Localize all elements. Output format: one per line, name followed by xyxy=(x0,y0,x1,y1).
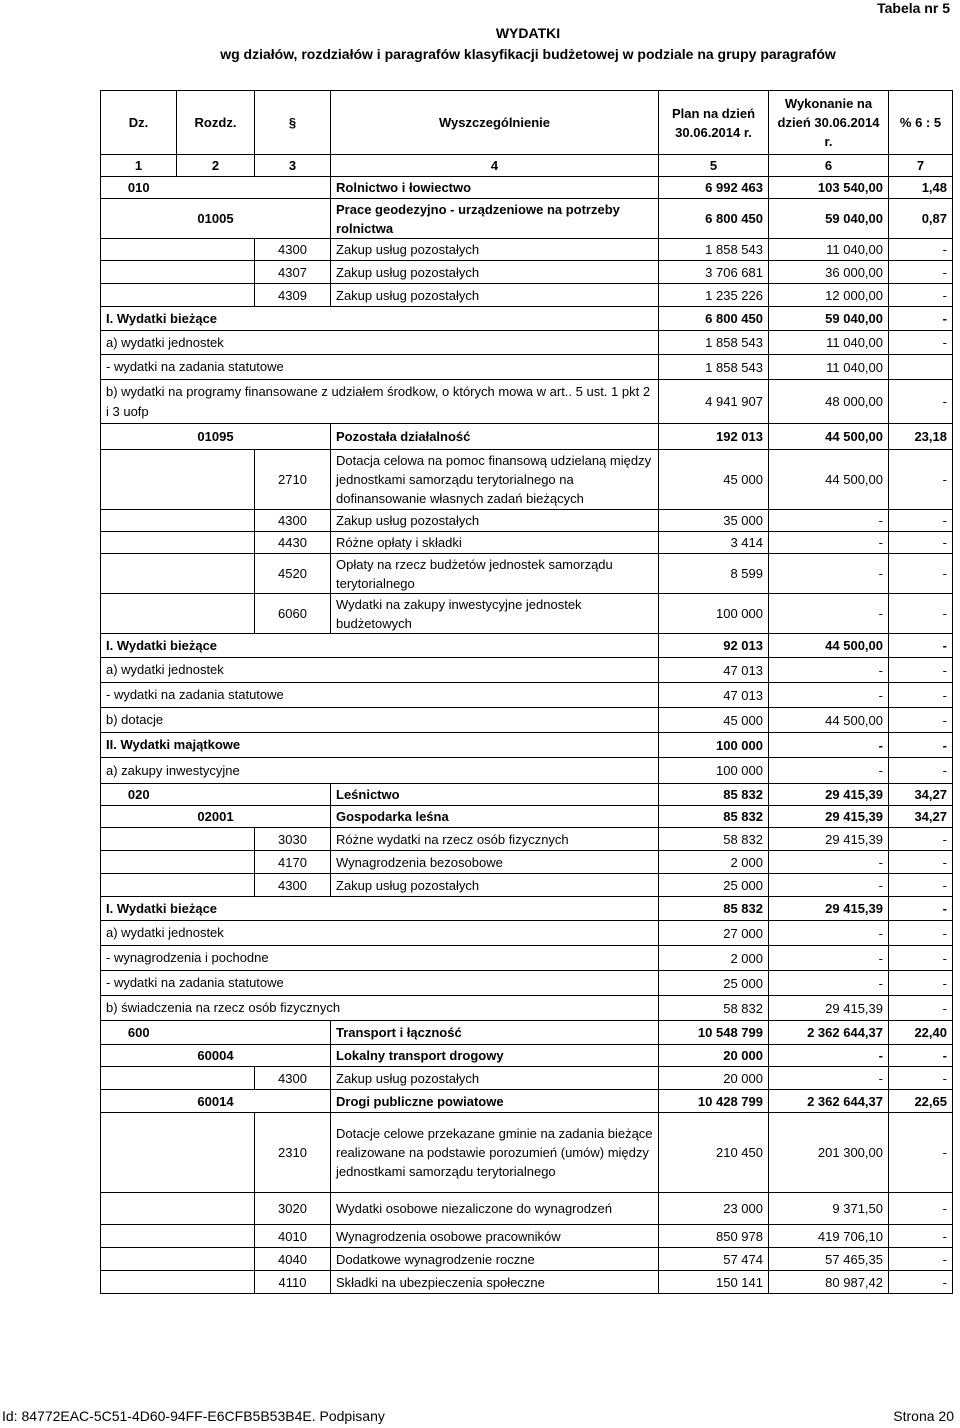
plan-value: 2 000 xyxy=(659,851,769,874)
execution-value: 44 500,00 xyxy=(769,708,889,733)
chapter-code xyxy=(177,1271,255,1294)
table-row xyxy=(101,199,953,239)
row-description: Wynagrodzenia bezosobowe xyxy=(331,851,659,874)
page-subtitle: wg działów, rozdziałów i paragrafów klasyfikacji budżetowej w podziale na grupy paragrafów xyxy=(220,46,836,62)
execution-value: 29 415,39 xyxy=(769,897,889,921)
chapter-code xyxy=(177,594,255,634)
execution-value: 48 000,00 xyxy=(769,380,889,424)
plan-value: 58 832 xyxy=(659,828,769,851)
percent-value: - xyxy=(889,450,953,510)
percent-value: - xyxy=(889,510,953,532)
section-code xyxy=(101,806,177,828)
plan-value: 10 428 799 xyxy=(659,1090,769,1113)
col-description: Wyszczególnienie xyxy=(331,91,659,155)
execution-value: 59 040,00 xyxy=(769,199,889,239)
plan-value: 1 858 543 xyxy=(659,355,769,380)
header-row xyxy=(101,91,953,155)
paragraph-code xyxy=(255,199,331,239)
plan-value: 58 832 xyxy=(659,996,769,1021)
table-row xyxy=(101,971,953,996)
execution-value: - xyxy=(769,554,889,594)
chapter-code: 01095 xyxy=(177,424,255,450)
plan-value: 8 599 xyxy=(659,554,769,594)
table-row xyxy=(101,331,953,355)
percent-value: - xyxy=(889,1225,953,1248)
chapter-code: 60004 xyxy=(177,1045,255,1067)
percent-value: - xyxy=(889,1248,953,1271)
row-description: Zakup usług pozostałych xyxy=(331,1067,659,1090)
col-rozdz: Rozdz. xyxy=(177,91,255,155)
table-row xyxy=(101,510,953,532)
percent-value: - xyxy=(889,874,953,897)
table-row xyxy=(101,1045,953,1067)
plan-value: 100 000 xyxy=(659,594,769,634)
execution-value: - xyxy=(769,758,889,784)
col-number: 7 xyxy=(889,155,953,177)
execution-value: 29 415,39 xyxy=(769,996,889,1021)
col-number: 5 xyxy=(659,155,769,177)
row-description: Składki na ubezpieczenia społeczne xyxy=(331,1271,659,1294)
col-dz: Dz. xyxy=(101,91,177,155)
execution-value: 44 500,00 xyxy=(769,424,889,450)
section-code xyxy=(101,851,177,874)
plan-value: 20 000 xyxy=(659,1045,769,1067)
table-row xyxy=(101,658,953,683)
summary-label: I. Wydatki bieżące xyxy=(101,634,659,658)
summary-label: a) wydatki jednostek xyxy=(101,921,659,946)
paragraph-code: 4300 xyxy=(255,874,331,897)
row-description: Zakup usług pozostałych xyxy=(331,510,659,532)
chapter-code xyxy=(177,554,255,594)
summary-label: - wydatki na zadania statutowe xyxy=(101,683,659,708)
row-description: Gospodarka leśna xyxy=(331,806,659,828)
row-description: Różne opłaty i składki xyxy=(331,532,659,554)
execution-value: - xyxy=(769,946,889,971)
table-row xyxy=(101,450,953,510)
execution-value: - xyxy=(769,1045,889,1067)
plan-value: 6 992 463 xyxy=(659,177,769,199)
execution-value: - xyxy=(769,921,889,946)
summary-label: - wydatki na zadania statutowe xyxy=(101,355,659,380)
col-number: 1 xyxy=(101,155,177,177)
percent-value: - xyxy=(889,658,953,683)
chapter-code xyxy=(177,874,255,897)
paragraph-code: 4309 xyxy=(255,284,331,307)
plan-value: 6 800 450 xyxy=(659,307,769,331)
plan-value: 45 000 xyxy=(659,708,769,733)
chapter-code xyxy=(177,1021,255,1045)
table-row xyxy=(101,897,953,921)
table-row xyxy=(101,784,953,806)
table-row xyxy=(101,594,953,634)
summary-label: b) dotacje xyxy=(101,708,659,733)
plan-value: 47 013 xyxy=(659,683,769,708)
table-row xyxy=(101,758,953,784)
percent-value: 0,87 xyxy=(889,199,953,239)
plan-value: 20 000 xyxy=(659,1067,769,1090)
execution-value: 80 987,42 xyxy=(769,1271,889,1294)
paragraph-code: 4300 xyxy=(255,510,331,532)
percent-value: - xyxy=(889,261,953,284)
percent-value: - xyxy=(889,284,953,307)
paragraph-code xyxy=(255,177,331,199)
section-code xyxy=(101,594,177,634)
plan-value: 92 013 xyxy=(659,634,769,658)
percent-value: 1,48 xyxy=(889,177,953,199)
percent-value: - xyxy=(889,921,953,946)
paragraph-code xyxy=(255,1090,331,1113)
plan-value: 45 000 xyxy=(659,450,769,510)
row-description: Lokalny transport drogowy xyxy=(331,1045,659,1067)
percent-value: - xyxy=(889,554,953,594)
section-code xyxy=(101,554,177,594)
plan-value: 25 000 xyxy=(659,971,769,996)
execution-value: 201 300,00 xyxy=(769,1113,889,1193)
execution-value: - xyxy=(769,874,889,897)
table-row xyxy=(101,996,953,1021)
plan-value: 85 832 xyxy=(659,897,769,921)
summary-label: I. Wydatki bieżące xyxy=(101,897,659,921)
row-description: Dotacja celowa na pomoc finansową udzielaną między jednostkami samorządu terytorialnego na dofinansowanie własnych zadań bieżących xyxy=(331,450,659,510)
plan-value: 85 832 xyxy=(659,806,769,828)
paragraph-code: 6060 xyxy=(255,594,331,634)
paragraph-code: 4300 xyxy=(255,1067,331,1090)
summary-label: - wynagrodzenia i pochodne xyxy=(101,946,659,971)
plan-value: 3 414 xyxy=(659,532,769,554)
col-execution: Wykonanie na dzień 30.06.2014 r. xyxy=(769,91,889,155)
plan-value: 27 000 xyxy=(659,921,769,946)
chapter-code xyxy=(177,1248,255,1271)
chapter-code xyxy=(177,450,255,510)
execution-value: 11 040,00 xyxy=(769,239,889,261)
chapter-code xyxy=(177,784,255,806)
plan-value: 23 000 xyxy=(659,1193,769,1225)
section-code xyxy=(101,1271,177,1294)
table-row xyxy=(101,424,953,450)
percent-value: - xyxy=(889,1067,953,1090)
section-code xyxy=(101,261,177,284)
plan-value: 25 000 xyxy=(659,874,769,897)
table-row xyxy=(101,874,953,897)
percent-value: 34,27 xyxy=(889,784,953,806)
percent-value: - xyxy=(889,733,953,758)
summary-label: - wydatki na zadania statutowe xyxy=(101,971,659,996)
plan-value: 3 706 681 xyxy=(659,261,769,284)
table-row xyxy=(101,1090,953,1113)
summary-label: b) świadczenia na rzecz osób fizycznych xyxy=(101,996,659,1021)
percent-value: - xyxy=(889,380,953,424)
chapter-code xyxy=(177,828,255,851)
execution-value: 44 500,00 xyxy=(769,450,889,510)
plan-value: 47 013 xyxy=(659,658,769,683)
section-code: 020 xyxy=(101,784,177,806)
execution-value: 36 000,00 xyxy=(769,261,889,284)
table-row xyxy=(101,921,953,946)
execution-value: 11 040,00 xyxy=(769,355,889,380)
paragraph-code: 4110 xyxy=(255,1271,331,1294)
col-number: 3 xyxy=(255,155,331,177)
plan-value: 150 141 xyxy=(659,1271,769,1294)
row-description: Zakup usług pozostałych xyxy=(331,239,659,261)
page-number: Strona 20 xyxy=(893,1408,954,1424)
execution-value: - xyxy=(769,594,889,634)
row-description: Rolnictwo i łowiectwo xyxy=(331,177,659,199)
execution-value: 9 371,50 xyxy=(769,1193,889,1225)
percent-value: - xyxy=(889,634,953,658)
execution-value: 2 362 644,37 xyxy=(769,1021,889,1045)
paragraph-code xyxy=(255,806,331,828)
table-row xyxy=(101,1248,953,1271)
chapter-code: 60014 xyxy=(177,1090,255,1113)
chapter-code xyxy=(177,1225,255,1248)
section-code xyxy=(101,874,177,897)
execution-value: 12 000,00 xyxy=(769,284,889,307)
row-description: Dodatkowe wynagrodzenie roczne xyxy=(331,1248,659,1271)
row-description: Dotacje celowe przekazane gminie na zadania bieżące realizowane na podstawie porozumień (umów) między jednostkami samorządu terytorialnego xyxy=(331,1113,659,1193)
chapter-code: 02001 xyxy=(177,806,255,828)
table-row xyxy=(101,1225,953,1248)
col-number: 4 xyxy=(331,155,659,177)
percent-value: 34,27 xyxy=(889,806,953,828)
chapter-code xyxy=(177,284,255,307)
percent-value: - xyxy=(889,708,953,733)
execution-value: - xyxy=(769,971,889,996)
plan-value: 85 832 xyxy=(659,784,769,806)
percent-value: - xyxy=(889,307,953,331)
section-code xyxy=(101,1090,177,1113)
chapter-code: 01005 xyxy=(177,199,255,239)
paragraph-code: 4300 xyxy=(255,239,331,261)
table-row xyxy=(101,380,953,424)
column-number-row xyxy=(101,155,953,177)
percent-value: - xyxy=(889,331,953,355)
row-description: Leśnictwo xyxy=(331,784,659,806)
paragraph-code xyxy=(255,1021,331,1045)
section-code xyxy=(101,510,177,532)
plan-value: 1 858 543 xyxy=(659,331,769,355)
percent-value: - xyxy=(889,683,953,708)
execution-value: - xyxy=(769,733,889,758)
table-row xyxy=(101,683,953,708)
execution-value: 59 040,00 xyxy=(769,307,889,331)
row-description: Drogi publiczne powiatowe xyxy=(331,1090,659,1113)
summary-label: a) wydatki jednostek xyxy=(101,331,659,355)
percent-value: - xyxy=(889,897,953,921)
table-number: Tabela nr 5 xyxy=(877,0,950,16)
execution-value: 2 362 644,37 xyxy=(769,1090,889,1113)
section-code xyxy=(101,1067,177,1090)
chapter-code xyxy=(177,1113,255,1193)
table-row xyxy=(101,828,953,851)
row-description: Wynagrodzenia osobowe pracowników xyxy=(331,1225,659,1248)
chapter-code xyxy=(177,239,255,261)
plan-value: 57 474 xyxy=(659,1248,769,1271)
plan-value: 192 013 xyxy=(659,424,769,450)
row-description: Prace geodezyjno - urządzeniowe na potrzeby rolnictwa xyxy=(331,199,659,239)
percent-value: - xyxy=(889,594,953,634)
execution-value: - xyxy=(769,1067,889,1090)
percent-value: - xyxy=(889,239,953,261)
execution-value: 29 415,39 xyxy=(769,784,889,806)
table-row xyxy=(101,806,953,828)
paragraph-code: 4010 xyxy=(255,1225,331,1248)
table-row xyxy=(101,634,953,658)
percent-value: - xyxy=(889,971,953,996)
paragraph-code: 4520 xyxy=(255,554,331,594)
plan-value: 100 000 xyxy=(659,733,769,758)
section-code: 010 xyxy=(101,177,177,199)
summary-label: a) zakupy inwestycyjne xyxy=(101,758,659,784)
paragraph-code xyxy=(255,1045,331,1067)
paragraph-code: 2310 xyxy=(255,1113,331,1193)
chapter-code xyxy=(177,261,255,284)
col-percent: % 6 : 5 xyxy=(889,91,953,155)
row-description: Opłaty na rzecz budżetów jednostek samorządu terytorialnego xyxy=(331,554,659,594)
plan-value: 2 000 xyxy=(659,946,769,971)
chapter-code xyxy=(177,851,255,874)
row-description: Wydatki osobowe niezaliczone do wynagrodzeń xyxy=(331,1193,659,1225)
section-code xyxy=(101,1248,177,1271)
document-id: Id: 84772EAC-5C51-4D60-94FF-E6CFB5B53B4E. Podpisany xyxy=(2,1408,385,1424)
section-code: 600 xyxy=(101,1021,177,1045)
percent-value: 22,65 xyxy=(889,1090,953,1113)
percent-value: 22,40 xyxy=(889,1021,953,1045)
table-row xyxy=(101,1067,953,1090)
percent-value: - xyxy=(889,946,953,971)
section-code xyxy=(101,239,177,261)
section-code xyxy=(101,532,177,554)
percent-value: - xyxy=(889,828,953,851)
section-code xyxy=(101,424,177,450)
execution-value: 29 415,39 xyxy=(769,828,889,851)
paragraph-code xyxy=(255,424,331,450)
summary-label: a) wydatki jednostek xyxy=(101,658,659,683)
row-description: Wydatki na zakupy inwestycyjne jednostek budżetowych xyxy=(331,594,659,634)
table-row xyxy=(101,1271,953,1294)
section-code xyxy=(101,450,177,510)
paragraph-code: 3030 xyxy=(255,828,331,851)
col-paragraph: § xyxy=(255,91,331,155)
table-row xyxy=(101,946,953,971)
plan-value: 10 548 799 xyxy=(659,1021,769,1045)
table-row xyxy=(101,554,953,594)
paragraph-code: 4430 xyxy=(255,532,331,554)
percent-value: - xyxy=(889,532,953,554)
execution-value: 11 040,00 xyxy=(769,331,889,355)
table-row xyxy=(101,261,953,284)
percent-value: 23,18 xyxy=(889,424,953,450)
chapter-code xyxy=(177,1067,255,1090)
plan-value: 850 978 xyxy=(659,1225,769,1248)
percent-value: - xyxy=(889,1045,953,1067)
table-row xyxy=(101,177,953,199)
row-description: Zakup usług pozostałych xyxy=(331,261,659,284)
execution-value: - xyxy=(769,658,889,683)
percent-value xyxy=(889,355,953,380)
summary-label: b) wydatki na programy finansowane z udziałem środkow, o których mowa w art.. 5 ust. 1 pkt 2 i 3 uofp xyxy=(101,380,659,424)
row-description: Zakup usług pozostałych xyxy=(331,284,659,307)
row-description: Zakup usług pozostałych xyxy=(331,874,659,897)
col-number: 2 xyxy=(177,155,255,177)
table-row xyxy=(101,532,953,554)
section-code xyxy=(101,1193,177,1225)
execution-value: 103 540,00 xyxy=(769,177,889,199)
execution-value: - xyxy=(769,510,889,532)
percent-value: - xyxy=(889,851,953,874)
row-description: Pozostała działalność xyxy=(331,424,659,450)
summary-label: I. Wydatki bieżące xyxy=(101,307,659,331)
row-description: Transport i łączność xyxy=(331,1021,659,1045)
row-description: Różne wydatki na rzecz osób fizycznych xyxy=(331,828,659,851)
plan-value: 100 000 xyxy=(659,758,769,784)
execution-value: 44 500,00 xyxy=(769,634,889,658)
paragraph-code: 4170 xyxy=(255,851,331,874)
plan-value: 6 800 450 xyxy=(659,199,769,239)
table-row xyxy=(101,284,953,307)
percent-value: - xyxy=(889,996,953,1021)
table-row xyxy=(101,1193,953,1225)
percent-value: - xyxy=(889,1193,953,1225)
paragraph-code: 2710 xyxy=(255,450,331,510)
page-title: WYDATKI xyxy=(495,25,561,41)
execution-value: 29 415,39 xyxy=(769,806,889,828)
plan-value: 1 858 543 xyxy=(659,239,769,261)
summary-label: II. Wydatki majątkowe xyxy=(101,733,659,758)
percent-value: - xyxy=(889,758,953,784)
table-row xyxy=(101,708,953,733)
chapter-code xyxy=(177,510,255,532)
plan-value: 35 000 xyxy=(659,510,769,532)
chapter-code xyxy=(177,532,255,554)
paragraph-code: 3020 xyxy=(255,1193,331,1225)
table-row xyxy=(101,733,953,758)
execution-value: 419 706,10 xyxy=(769,1225,889,1248)
plan-value: 1 235 226 xyxy=(659,284,769,307)
section-code xyxy=(101,828,177,851)
percent-value: - xyxy=(889,1271,953,1294)
plan-value: 4 941 907 xyxy=(659,380,769,424)
paragraph-code: 4040 xyxy=(255,1248,331,1271)
chapter-code xyxy=(177,177,255,199)
table-row xyxy=(101,307,953,331)
execution-value: - xyxy=(769,851,889,874)
plan-value: 210 450 xyxy=(659,1113,769,1193)
col-plan: Plan na dzień 30.06.2014 r. xyxy=(659,91,769,155)
section-code xyxy=(101,199,177,239)
expenses-table xyxy=(100,90,953,1294)
table-row xyxy=(101,239,953,261)
percent-value: - xyxy=(889,1113,953,1193)
section-code xyxy=(101,284,177,307)
table-row xyxy=(101,1113,953,1193)
chapter-code xyxy=(177,1193,255,1225)
paragraph-code: 4307 xyxy=(255,261,331,284)
section-code xyxy=(101,1045,177,1067)
execution-value: - xyxy=(769,683,889,708)
execution-value: 57 465,35 xyxy=(769,1248,889,1271)
col-number: 6 xyxy=(769,155,889,177)
section-code xyxy=(101,1225,177,1248)
section-code xyxy=(101,1113,177,1193)
paragraph-code xyxy=(255,784,331,806)
table-row xyxy=(101,1021,953,1045)
table-row xyxy=(101,355,953,380)
table-row xyxy=(101,851,953,874)
execution-value: - xyxy=(769,532,889,554)
